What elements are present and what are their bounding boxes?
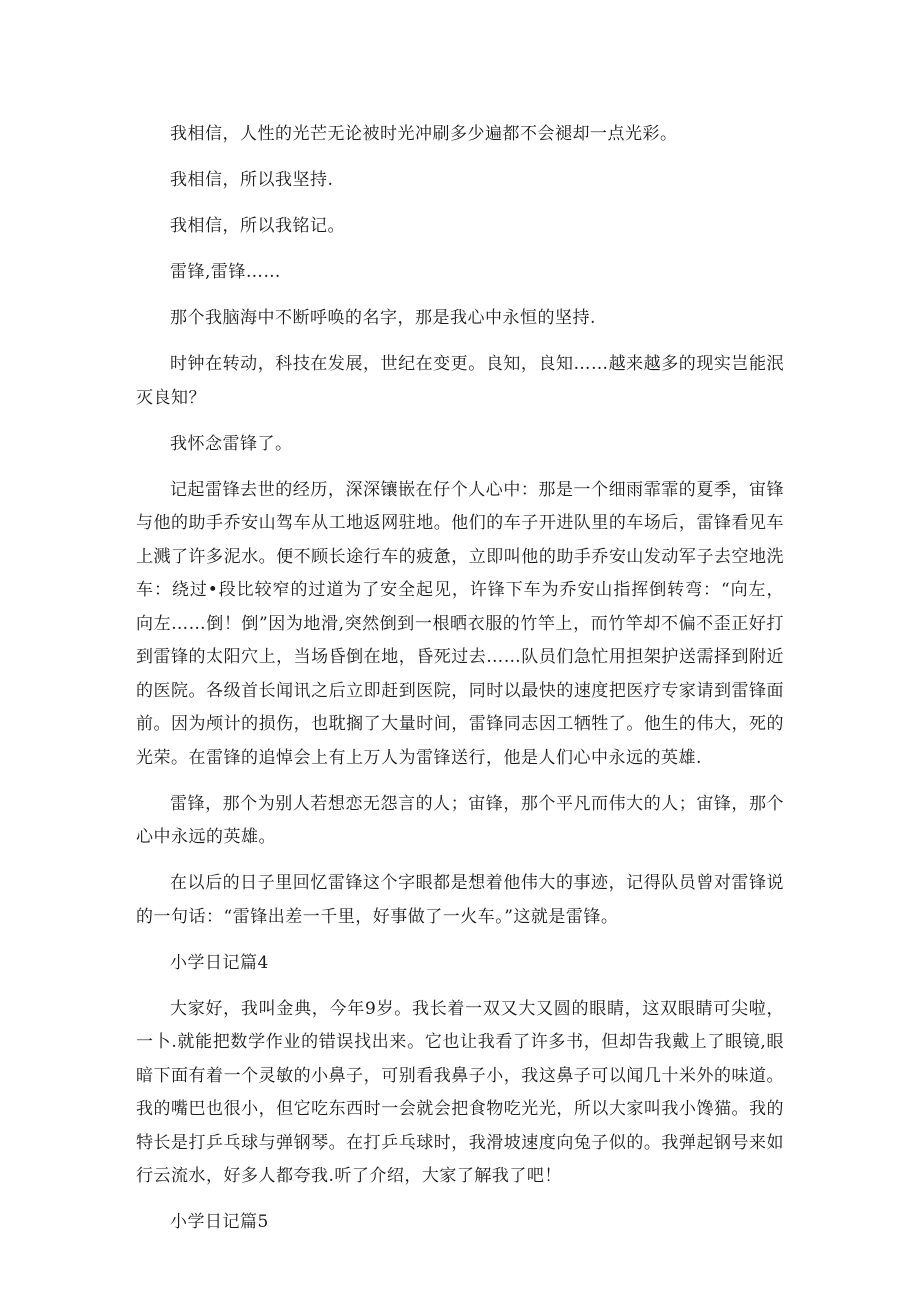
section-heading: 小学日记篇4 [170, 952, 269, 973]
paragraph: 那个我脑海中不断呼唤的名字，那是我心中永恒的坚持. [170, 308, 596, 328]
paragraph: 我相信，所以我铭记。 [170, 216, 345, 236]
paragraph: 雷锋,雷锋…… [170, 262, 281, 282]
paragraph: 时钟在转动，科技在发展，世纪在变更。良知，良知……越来越多的现实岂能泯灭良知？ [136, 354, 784, 408]
paragraph: 大家好，我叫金典，今年9岁。我长着一双又大又圆的眼睛，这双眼睛可尖啦，一卜.就能把数学作业的错误找出来。它也让我看了许多书，但却告我戴上了眼镜,眼暗下面有着一个灵敏的小鼻子，可别看我鼻子小，我这鼻子可以闻几十米外的味道。我的嘴巴也很小，但它吃东西时一会就会把食物吃光光，所以大家叫我小馋猫。我的特长是打乒乓球与弹钢琴。在打乒乓球时，我滑坡速度向兔子似的。我弹起钢号来如行云流水，好多人都夸我.听了介绍，大家了解我了吧！ [136, 998, 784, 1186]
paragraph: 我相信，人性的光芒无论被时光冲刷多少遍都不会褪却一点光彩。 [170, 124, 678, 144]
document-body [136, 118, 784, 1252]
paragraph: 我相信，所以我坚持. [170, 170, 334, 190]
paragraph: 雷锋，那个为别人若想恋无怨言的人；宙锋，那个平凡而伟大的人；宙锋，那个心中永远的英雄。 [136, 793, 784, 847]
paragraph: 我怀念雷锋了。 [170, 433, 293, 454]
section-heading: 小学日记篇5 [170, 1212, 269, 1232]
paragraph: 在以后的日子里回忆雷锋这个字眼都是想着他伟大的事迹，记得队员曾对雷锋说的一句话：“雷锋出差一千里，好事做了一火车。”这就是雷锋。 [136, 873, 784, 927]
paragraph: 记起雷锋去世的经历，深深镶嵌在仔个人心中：那是一个细雨霏霏的夏季，宙锋与他的助手乔安山驾车从工地返网驻地。他们的车子开进队里的车场后，雷锋看见车上溅了许多泥水。便不顾长途行车的疲惫，立即叫他的助手乔安山发动军子去空地洗车：绕过•段比较窄的过道为了安全起见，许锋下车为乔安山指挥倒转弯：“向左，向左……倒！倒”因为地滑,突然倒到一根晒衣服的竹竿上，而竹竿却不偏不歪正好打到雷锋的太阳穴上，当场昏倒在地，昏死过去……队员们急忙用担架护送需择到附近的医院。各级首长闻讯之后立即赶到医院，同时以最快的速度把医疗专家请到雷锋面前。因为颅计的损伤，也耽搁了大量时间，雷锋同志因工牺牲了。他生的伟大，死的光荣。在雷锋的追悼会上有上万人为雷锋送行，他是人们心中永远的英雄. [136, 479, 784, 768]
